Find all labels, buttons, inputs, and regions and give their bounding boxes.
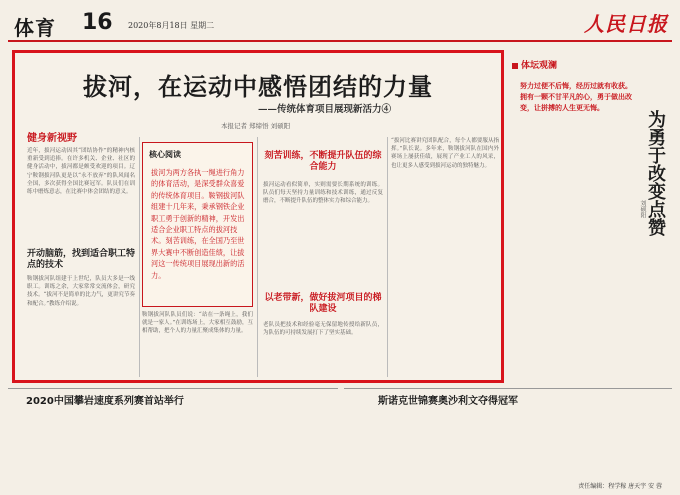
page-number: 16 [82,10,113,35]
story-headline-snooker: 斯诺克世锦赛奥沙利文夺得冠军 [378,396,518,407]
story-headline-climbing: 2020中国攀岩速度系列赛首站举行 [26,396,184,407]
column-divider [387,137,388,377]
team-building-paragraph: 老队员把技术和经验毫无保留地传授给新队员，为队伍的可持续发展打下了坚实基础。 [263,322,383,337]
lead-section-title: 健身新视野 [27,133,77,144]
column-divider [139,137,140,377]
commentary-author: 刘硕阳 [639,200,646,218]
section-title-training: 刻苦训练，不断提升队伍的综合能力 [264,151,382,172]
middle-paragraph: 鞍钢拔河队队员们说：“站在一条绳上，我们就是一家人。”在训练场上，大家相互鼓励，互相帮助，把个人的力量汇聚成集体的力量。 [142,312,253,335]
commentary-title: 体坛观澜 [512,58,557,71]
masthead-rule [8,40,672,42]
bottom-stories [8,388,672,492]
commentary-body [520,158,632,380]
feature-article [12,50,504,383]
training-paragraph: 拔河运动看似简单，实则需要长期系统的训练。队员们每天坚持力量训练和技术训练，通过反复磨合，不断提升队伍的整体实力和综合能力。 [263,182,383,205]
article-headline: 拔河，在运动中感悟团结的力量 [83,73,433,101]
commentary-headline: 为勇于改变点赞 [645,110,666,236]
section-name: 体育 [14,16,56,40]
commentary-column [508,50,672,383]
story-rule [344,388,672,389]
lead-paragraph: 近年，拔河运动因其“团结协作”的精神内核重新受到追捧。在许多机关、企业、社区的健身活动中，拔河都是颇受欢迎的项目。辽宁鞍钢拔河队更是以“永不放弃”的队风闻名全国，多次获得全国比赛冠军。队员们在训练中磨炼意志，在比赛中体会团结的意义。 [27,148,135,196]
masthead [8,4,672,44]
section-title-team-building: 以老带新，做好拔河项目的梯队建设 [264,293,382,314]
technique-paragraph: 鞍钢拔河队组建于上世纪，队员大多是一线职工。训练之余，大家常常交流体会，研究技术。“拔河不是简单的比力气，更讲究节奏和配合。”教练介绍说。 [27,276,135,307]
core-reading-text: 拔河为两方各执一绳进行角力的体育活动，是深受群众喜爱的传统体育项目。鞍钢拔河队组建十几年来，秉承钢铁企业职工勇于创新的精神，开发出适合企业职工特点的拔河技术。刻苦训练，在全国乃至世界大赛中不断创造佳绩，让拔河这一传统项目展现出新的活力。 [151,168,245,280]
newspaper-logo: 人民日报 [584,12,668,36]
core-reading-title: 核心阅读 [149,150,181,159]
right-column-paragraph: “拔河比赛讲究团队配合，每个人都要服从指挥。”队长说。多年来，鞍钢拔河队在国内外赛场上屡获佳绩，展现了产业工人的风采，也让更多人感受到拔河运动的独特魅力。 [391,138,499,169]
story-body-snooker [346,410,670,476]
commentary-quote: 努力过便不后悔，经历过就有收获。拥有一颗不甘平凡的心，勇于做出改变，让拼搏的人生更无悔。 [520,81,632,112]
article-byline: 本报记者 郑缔悟 刘硕阳 [221,122,291,130]
square-icon [512,63,518,69]
column-divider [257,137,258,377]
editor-credit: 责任编辑：程学稼 唐天宇 安 蓉 [578,483,662,490]
section-title-technique: 开动脑筋，找到适合职工特点的技术 [27,249,136,270]
article-subhead: ——传统体育项目展现新活力④ [257,104,391,115]
story-rule [8,388,338,389]
core-reading-box [142,142,253,307]
issue-date: 2020年8月18日 星期二 [128,21,215,30]
story-body-climbing [12,410,338,482]
